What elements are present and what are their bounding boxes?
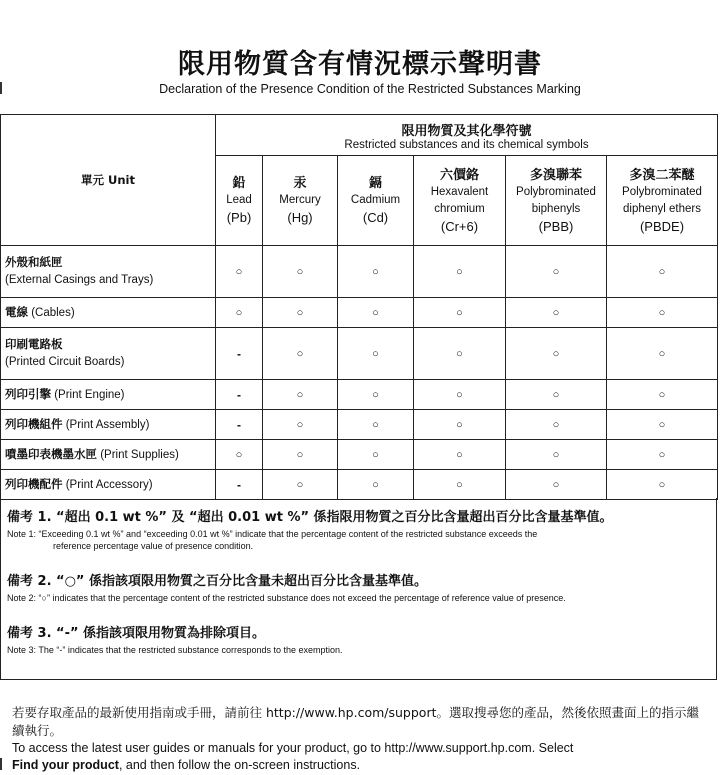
substance-en: Cadmium bbox=[350, 194, 401, 206]
substance-zh: 汞 bbox=[293, 176, 307, 191]
presence-cell bbox=[607, 380, 718, 410]
row-label-zh: 印刷電路板 bbox=[5, 337, 63, 351]
note-2-zh: 備考 2. “○” 係指該項限用物質之百分比含量未超出百分比含量基準值。 bbox=[7, 574, 427, 589]
substance-zh: 六價鉻 bbox=[439, 167, 479, 183]
substances-table bbox=[0, 114, 718, 500]
presence-cell bbox=[607, 298, 718, 328]
row-label bbox=[1, 440, 216, 470]
not-exceeding-circle: ○ bbox=[552, 347, 560, 360]
table-body bbox=[1, 246, 718, 500]
presence-cell bbox=[263, 470, 338, 500]
presence-cell bbox=[338, 410, 414, 440]
not-exceeding-circle: ○ bbox=[552, 478, 560, 491]
presence-cell bbox=[338, 328, 414, 380]
exemption-dash: - bbox=[237, 477, 241, 492]
not-exceeding-circle: ○ bbox=[658, 306, 666, 319]
unit-header: 單元 Unit bbox=[1, 115, 216, 246]
presence-cell bbox=[506, 298, 607, 328]
substance-en: chromium bbox=[434, 202, 485, 215]
not-exceeding-circle: ○ bbox=[296, 265, 304, 278]
note-3-en: Note 3: The “-” indicates that the restricted substance corresponds to the exemption. bbox=[7, 645, 343, 655]
substance-zh: 鉛 bbox=[232, 176, 246, 191]
margin-mark bbox=[0, 758, 2, 770]
row-label bbox=[1, 328, 216, 380]
row-label-zh: 列印引擎 bbox=[5, 386, 51, 401]
substance-en: diphenyl ethers bbox=[623, 202, 701, 215]
row-label-zh: 電線 bbox=[5, 304, 28, 319]
substance-pbb bbox=[506, 156, 607, 246]
presence-cell bbox=[506, 440, 607, 470]
footer-en-line2: , and then follow the on-screen instructions. bbox=[118, 758, 361, 772]
presence-cell bbox=[338, 440, 414, 470]
not-exceeding-circle: ○ bbox=[296, 347, 304, 360]
not-exceeding-circle: ○ bbox=[372, 478, 379, 491]
presence-cell bbox=[216, 298, 263, 328]
presence-cell bbox=[338, 246, 414, 298]
presence-cell bbox=[263, 298, 338, 328]
substance-hexavalent-chromium bbox=[414, 156, 506, 246]
substance-zh: 多溴二苯醚 bbox=[629, 167, 695, 183]
note-3-zh: 備考 3. “-” 係指該項限用物質為排除項目。 bbox=[7, 626, 266, 641]
presence-cell bbox=[216, 440, 263, 470]
presence-cell bbox=[506, 380, 607, 410]
presence-cell bbox=[607, 328, 718, 380]
restricted-substances-header bbox=[216, 115, 718, 156]
presence-cell bbox=[607, 470, 718, 500]
row-label bbox=[1, 380, 216, 410]
group-header-en: Restricted substances and its chemical symbols bbox=[344, 139, 589, 151]
presence-cell bbox=[607, 246, 718, 298]
presence-cell bbox=[414, 328, 506, 380]
not-exceeding-circle: ○ bbox=[296, 448, 304, 461]
not-exceeding-circle: ○ bbox=[552, 388, 560, 401]
not-exceeding-circle: ○ bbox=[658, 418, 666, 431]
not-exceeding-circle: ○ bbox=[658, 265, 666, 278]
not-exceeding-circle: ○ bbox=[372, 388, 379, 401]
presence-cell bbox=[506, 410, 607, 440]
presence-cell bbox=[216, 246, 263, 298]
presence-cell bbox=[414, 380, 506, 410]
presence-cell bbox=[216, 380, 263, 410]
substance-symbol: (Cd) bbox=[362, 210, 389, 225]
row-label-en: (Cables) bbox=[31, 306, 75, 319]
note-2-en: Note 2: “○” indicates that the percentage content of the restricted substance does not exceed the percentage of reference value of presence. bbox=[7, 593, 566, 603]
not-exceeding-circle: ○ bbox=[658, 388, 666, 401]
row-label-en: (Printed Circuit Boards) bbox=[5, 356, 125, 368]
substance-symbol: (Pb) bbox=[226, 210, 252, 225]
note-1-zh: 備考 1. “超出 0.1 wt %” 及 “超出 0.01 wt %” 係指限用物質之百分比含量超出百分比含量基準值。 bbox=[7, 510, 613, 525]
row-label bbox=[1, 470, 216, 500]
presence-cell bbox=[263, 380, 338, 410]
presence-cell bbox=[506, 328, 607, 380]
row-label bbox=[1, 246, 216, 298]
not-exceeding-circle: ○ bbox=[456, 388, 463, 401]
not-exceeding-circle: ○ bbox=[372, 347, 379, 360]
not-exceeding-circle: ○ bbox=[296, 306, 304, 319]
substance-mercury bbox=[263, 156, 338, 246]
exemption-dash: - bbox=[237, 387, 241, 402]
row-label-zh: 外殼和紙匣 bbox=[5, 255, 63, 269]
presence-cell bbox=[607, 440, 718, 470]
substance-lead bbox=[216, 156, 263, 246]
presence-cell bbox=[414, 298, 506, 328]
page-title: 限用物質含有情況標示聲明書 bbox=[178, 49, 542, 80]
presence-cell bbox=[607, 410, 718, 440]
substance-en: Polybrominated bbox=[622, 185, 702, 198]
substance-symbol: (Hg) bbox=[287, 210, 313, 225]
row-label-en: (Print Engine) bbox=[54, 388, 125, 401]
substance-en: biphenyls bbox=[531, 202, 581, 215]
notes-box bbox=[0, 498, 717, 680]
substance-pbde bbox=[607, 156, 718, 246]
footer-en-bold: Find your product bbox=[12, 758, 119, 772]
row-label-en: (Print Accessory) bbox=[65, 478, 153, 491]
row-label-en: (Print Assembly) bbox=[65, 418, 150, 431]
presence-cell bbox=[414, 440, 506, 470]
row-label-zh: 列印機配件 bbox=[5, 476, 63, 491]
substance-symbol: (PBB) bbox=[538, 218, 574, 234]
not-exceeding-circle: ○ bbox=[296, 478, 304, 491]
presence-cell bbox=[338, 298, 414, 328]
note-1-en-line1: Note 1: “Exceeding 0.1 wt %” and “exceeding 0.01 wt %” indicate that the percentage content of the restricted substance exceeds the bbox=[7, 529, 538, 539]
presence-cell bbox=[263, 328, 338, 380]
presence-cell bbox=[216, 470, 263, 500]
row-label-en: (Print Supplies) bbox=[100, 448, 179, 461]
not-exceeding-circle: ○ bbox=[456, 347, 463, 360]
table-row bbox=[1, 410, 718, 440]
note-1-en-line2: reference percentage value of presence condition. bbox=[53, 541, 254, 551]
not-exceeding-circle: ○ bbox=[552, 418, 560, 431]
presence-cell bbox=[414, 470, 506, 500]
table-row bbox=[1, 470, 718, 500]
not-exceeding-circle: ○ bbox=[456, 265, 463, 278]
substance-en: Polybrominated bbox=[516, 185, 596, 198]
substance-cadmium bbox=[338, 156, 414, 246]
presence-cell bbox=[263, 410, 338, 440]
not-exceeding-circle: ○ bbox=[456, 418, 463, 431]
not-exceeding-circle: ○ bbox=[456, 448, 463, 461]
not-exceeding-circle: ○ bbox=[658, 478, 666, 491]
exemption-dash: - bbox=[237, 346, 241, 361]
not-exceeding-circle: ○ bbox=[552, 265, 560, 278]
row-label-zh: 列印機組件 bbox=[5, 416, 63, 431]
table-row bbox=[1, 298, 718, 328]
row-label-en: (External Casings and Trays) bbox=[5, 274, 154, 286]
substance-symbol: (PBDE) bbox=[639, 218, 685, 234]
not-exceeding-circle: ○ bbox=[658, 347, 666, 360]
not-exceeding-circle: ○ bbox=[296, 388, 304, 401]
exemption-dash: - bbox=[237, 417, 241, 432]
presence-cell bbox=[338, 380, 414, 410]
row-label-zh: 噴墨印表機墨水匣 bbox=[5, 446, 97, 461]
substance-en: Hexavalent bbox=[430, 185, 489, 198]
table-row bbox=[1, 246, 718, 298]
group-header-zh: 限用物質及其化學符號 bbox=[401, 124, 532, 139]
presence-cell bbox=[506, 470, 607, 500]
footer-en bbox=[12, 740, 702, 774]
presence-cell bbox=[338, 470, 414, 500]
not-exceeding-circle: ○ bbox=[296, 418, 304, 431]
not-exceeding-circle: ○ bbox=[372, 306, 379, 319]
row-label bbox=[1, 298, 216, 328]
presence-cell bbox=[216, 410, 263, 440]
footer-zh: 若要存取產品的最新使用指南或手冊，請前往 http://www.hp.com/support。選取搜尋您的產品，然後依照畫面上的指示繼續執行。 bbox=[12, 705, 699, 738]
page-subtitle: Declaration of the Presence Condition of the Restricted Substances Marking bbox=[159, 82, 581, 96]
footer-en-line1: To access the latest user guides or manuals for your product, go to http://www.support.hp.com. Select bbox=[12, 741, 574, 755]
not-exceeding-circle: ○ bbox=[658, 448, 666, 461]
not-exceeding-circle: ○ bbox=[456, 306, 463, 319]
not-exceeding-circle: ○ bbox=[552, 306, 560, 319]
table-row bbox=[1, 440, 718, 470]
presence-cell bbox=[414, 410, 506, 440]
not-exceeding-circle: ○ bbox=[372, 418, 379, 431]
substance-symbol: (Cr+6) bbox=[440, 218, 479, 234]
substance-en: Lead bbox=[226, 194, 252, 206]
row-label bbox=[1, 410, 216, 440]
presence-cell bbox=[263, 246, 338, 298]
presence-cell bbox=[263, 440, 338, 470]
not-exceeding-circle: ○ bbox=[235, 265, 243, 278]
substance-en: Mercury bbox=[279, 194, 321, 206]
not-exceeding-circle: ○ bbox=[552, 448, 560, 461]
not-exceeding-circle: ○ bbox=[456, 478, 463, 491]
presence-cell bbox=[506, 246, 607, 298]
presence-cell bbox=[414, 246, 506, 298]
substance-zh: 鎘 bbox=[368, 176, 382, 191]
substance-zh: 多溴聯苯 bbox=[529, 167, 582, 183]
not-exceeding-circle: ○ bbox=[235, 306, 243, 319]
table-row bbox=[1, 328, 718, 380]
not-exceeding-circle: ○ bbox=[372, 265, 379, 278]
not-exceeding-circle: ○ bbox=[372, 448, 379, 461]
table-row bbox=[1, 380, 718, 410]
presence-cell bbox=[216, 328, 263, 380]
not-exceeding-circle: ○ bbox=[235, 448, 243, 461]
